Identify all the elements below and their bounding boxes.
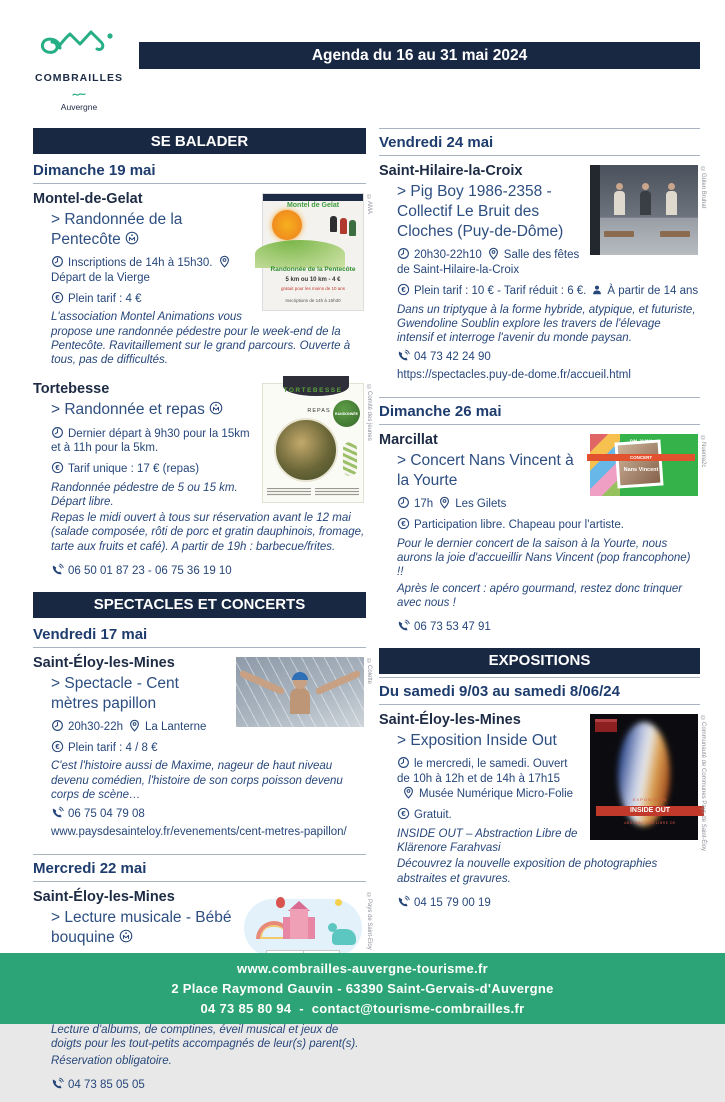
- section-header-se-balader: SE BALADER: [33, 128, 366, 154]
- clock-icon: [397, 247, 410, 260]
- event-description: Randonnée pédestre de 5 ou 15 km. Départ libre.: [51, 481, 238, 508]
- event-description: C'est l'histoire aussi de Maxime, nageur de haut niveau devenu comédien, l'histoire de son corps poisson devenu corps de scène…: [51, 760, 343, 801]
- event-description: Après le concert : apéro gourmand, restez donc trinquer avec nous !: [397, 582, 683, 609]
- event-photo-image: [590, 165, 698, 255]
- event-title: > Pig Boy 1986-2358 - Collectif Le Bruit des Cloches (Puy-de-Dôme): [397, 183, 564, 241]
- event-description: Lecture d'albums, de comptines, éveil musical et jeux de doigts pour les tout-petits accompagnés de leur(s) parent(s).: [51, 1024, 359, 1051]
- location-pin-icon: [218, 255, 231, 268]
- event-price: Participation libre. Chapeau pour l'artiste.: [397, 517, 700, 533]
- event-place: Saint-Éloy-les-Mines: [33, 654, 175, 671]
- date-heading: Du samedi 9/03 au samedi 8/06/24: [379, 677, 700, 705]
- event-media: [590, 714, 706, 851]
- event-schedule: 20h30-22h La Lanterne: [51, 719, 366, 735]
- section-header-spectacles: SPECTACLES ET CONCERTS: [33, 592, 366, 618]
- euro-icon: [397, 807, 410, 820]
- event-randonnee-et-repas: [33, 381, 372, 587]
- event-place: Montel-de-Gelat: [33, 191, 143, 207]
- event-media: [262, 383, 372, 503]
- event-price: Plein tarif : 4 / 8 €: [51, 740, 366, 756]
- event-photo-image: [236, 657, 364, 727]
- event-schedule: Inscriptions de 14h à 15h30.Départ de la Vierge: [51, 255, 366, 285]
- date-heading: Dimanche 26 mai: [379, 397, 700, 425]
- event-poster-image: DIM. 26 MAI CONCERT Nans Vincent: [590, 434, 698, 496]
- event-pig-boy: [379, 163, 706, 388]
- event-photo-image: EXPOSITION INSIDE OUT ABSTRACTION LIBRE DE: [590, 714, 698, 840]
- event-url[interactable]: https://spectacles.puy-de-dome.fr/accueil.html: [397, 369, 631, 382]
- location-pin-icon: [402, 786, 415, 799]
- event-title: > Exposition Inside Out: [397, 731, 557, 749]
- photo-credit: ©Pays de Saint-Eloy: [366, 892, 372, 950]
- event-phone: 04 73 42 24 90: [397, 349, 700, 365]
- clock-icon: [397, 756, 410, 769]
- event-place: Saint-Éloy-les-Mines: [33, 888, 175, 905]
- logo-brand-text: COMBRAILLES: [35, 72, 123, 84]
- event-description: Découvrez la nouvelle exposition de photographies abstraites et gravures.: [397, 858, 658, 885]
- footer-address: 2 Place Raymond Gauvin - 63390 Saint-Gervais-d'Auvergne: [171, 981, 554, 996]
- event-description: Pour le dernier concert de la saison à la Yourte, nous aurons la joie d'accueillir Nans Vincent (pop francophone) !!: [397, 537, 691, 579]
- page-header: [0, 0, 725, 112]
- event-poster-image: TORTEBESSE REPAS RANDONNÉE: [262, 383, 364, 503]
- event-schedule: Dernier départ à 9h30 pour la 15km et à 11h pour la 5km.: [51, 427, 250, 455]
- euro-icon: [397, 283, 410, 296]
- event-title: > Lecture musicale - Bébé bouquine: [51, 908, 232, 947]
- event-cent-metres-papillon: [33, 654, 372, 845]
- footer-website[interactable]: www.combrailles-auvergne-tourisme.fr: [237, 961, 488, 976]
- event-media: [590, 165, 706, 255]
- combrailles-logo: [33, 26, 125, 112]
- photo-credit: ©Comité des jeunes: [366, 385, 372, 442]
- section-header-expositions: EXPOSITIONS: [379, 648, 700, 674]
- event-description: Réservation obligatoire.: [51, 1054, 172, 1067]
- footer-contact: 04 73 85 80 94 - contact@tourisme-combrailles.fr: [200, 1001, 525, 1016]
- event-price: Gratuit.: [397, 807, 700, 823]
- euro-icon: [51, 291, 64, 304]
- phone-icon: [51, 1077, 64, 1090]
- clock-icon: [397, 496, 410, 509]
- event-title: > Randonnée et repas: [51, 400, 366, 420]
- event-place: Marcillat: [379, 432, 438, 449]
- event-price: Tarif unique : 17 € (repas): [51, 461, 366, 477]
- event-phone: 04 15 79 00 19: [397, 895, 700, 911]
- event-price: Plein tarif : 10 € - Tarif réduit : 6 €. À partir de 14 ans: [397, 283, 700, 299]
- euro-icon: [51, 461, 64, 474]
- event-description: INSIDE OUT – Abstraction Libre de Klärenore Farahvasi: [397, 827, 578, 854]
- location-pin-icon: [128, 719, 141, 732]
- event-title: > Concert Nans Vincent à la Yourte: [397, 452, 574, 490]
- mountain-squiggle-icon: [36, 26, 122, 66]
- event-randonnee-pentecote: [33, 191, 372, 374]
- event-title: > Randonnée de la Pentecôte: [51, 211, 183, 249]
- phone-icon: [397, 349, 410, 362]
- photo-credit: ©Nuenia2c: [700, 436, 706, 468]
- page-footer: [0, 953, 725, 1024]
- photo-credit: ©Gülen Bruhat: [700, 167, 706, 209]
- event-price: Plein tarif : 4 €: [51, 291, 366, 307]
- event-phone: 06 50 01 87 23 - 06 75 36 19 10: [51, 563, 366, 579]
- event-concert-nans-vincent: [379, 432, 706, 644]
- event-title: > Spectacle - Cent mètres papillon: [51, 674, 179, 712]
- date-heading: Vendredi 17 mai: [33, 621, 366, 648]
- event-media: [262, 193, 372, 311]
- event-schedule: 17h Les Gilets: [397, 496, 700, 512]
- right-column: [379, 124, 706, 919]
- date-heading: Dimanche 19 mai: [33, 157, 366, 184]
- phone-icon: [51, 563, 64, 576]
- phone-icon: [51, 806, 64, 819]
- clock-icon: [51, 255, 64, 268]
- walking-badge-icon: [119, 929, 133, 943]
- clock-icon: [51, 719, 64, 732]
- walking-badge-icon: [125, 231, 139, 245]
- footer-email[interactable]: contact@tourisme-combrailles.fr: [311, 1001, 525, 1016]
- euro-icon: [397, 517, 410, 530]
- event-url[interactable]: www.paysdesainteloy.fr/evenements/cent-metres-papillon/: [51, 825, 347, 838]
- event-description: Dans un triptyque à la forme hybride, atypique, et futuriste, Gwendoline Soublin explore les travers de l'élevage intensif et interroge l'avenir du monde paysan.: [397, 303, 696, 345]
- photo-credit: ©Colette: [366, 658, 372, 684]
- event-exposition-inside-out: [379, 711, 706, 920]
- logo-accent-icon: [72, 92, 86, 97]
- event-phone: 06 73 53 47 91: [397, 619, 700, 635]
- event-description: Repas le midi ouvert à tous sur réservation avant le 12 mai (salade composée, rôti de porc et gratin dauphinois, fromage, tarte aux fruits et café). A partir de 19h : barbecue/frites.: [51, 512, 365, 553]
- event-poster-image: Montel de Gelat Randonnée de la Pentecôte 5 km ou 10 km - 4 € gratuit pour les moins de 10 ans Inscriptions de 14h à 15h30: [262, 193, 364, 311]
- location-pin-icon: [487, 247, 500, 260]
- photo-credit: ©AMA: [366, 195, 372, 215]
- person-icon: [591, 284, 603, 296]
- walking-badge-icon: [209, 401, 223, 415]
- event-phone: 04 73 85 05 05: [51, 1077, 366, 1093]
- euro-icon: [51, 740, 64, 753]
- event-place: Tortebesse: [33, 381, 110, 398]
- photo-credit: ©Communauté de Communes Pays de Saint-Éloy: [700, 715, 706, 851]
- location-pin-icon: [438, 496, 451, 509]
- date-heading: Vendredi 24 mai: [379, 128, 700, 156]
- event-description: L'association Montel Animations vous propose une randonnée pédestre pour le week-end de la Pentecôte. Ravitaillement sur le grand parcours. Ouverte à tous, pas de difficultés.: [51, 311, 351, 367]
- event-schedule: 20h30-22h10 Salle des fêtes de Saint-Hilaire-la-Croix: [397, 249, 580, 277]
- date-heading: Mercredi 22 mai: [33, 854, 366, 882]
- event-schedule: le mercredi, le samedi. Ouvert de 10h à 12h et de 14h à 17h15Musée Numérique Micro-Folie: [397, 757, 574, 801]
- clock-icon: [51, 426, 64, 439]
- logo-region-text: Auvergne: [60, 102, 98, 112]
- event-place: Saint-Hilaire-la-Croix: [379, 163, 523, 179]
- phone-icon: [397, 895, 410, 908]
- event-place: Saint-Éloy-les-Mines: [379, 711, 521, 728]
- event-media: [590, 434, 706, 496]
- event-phone: 06 75 04 79 08: [51, 806, 366, 822]
- page-title: Agenda du 16 au 31 mai 2024: [139, 42, 700, 69]
- event-media: [236, 657, 372, 727]
- phone-icon: [397, 619, 410, 632]
